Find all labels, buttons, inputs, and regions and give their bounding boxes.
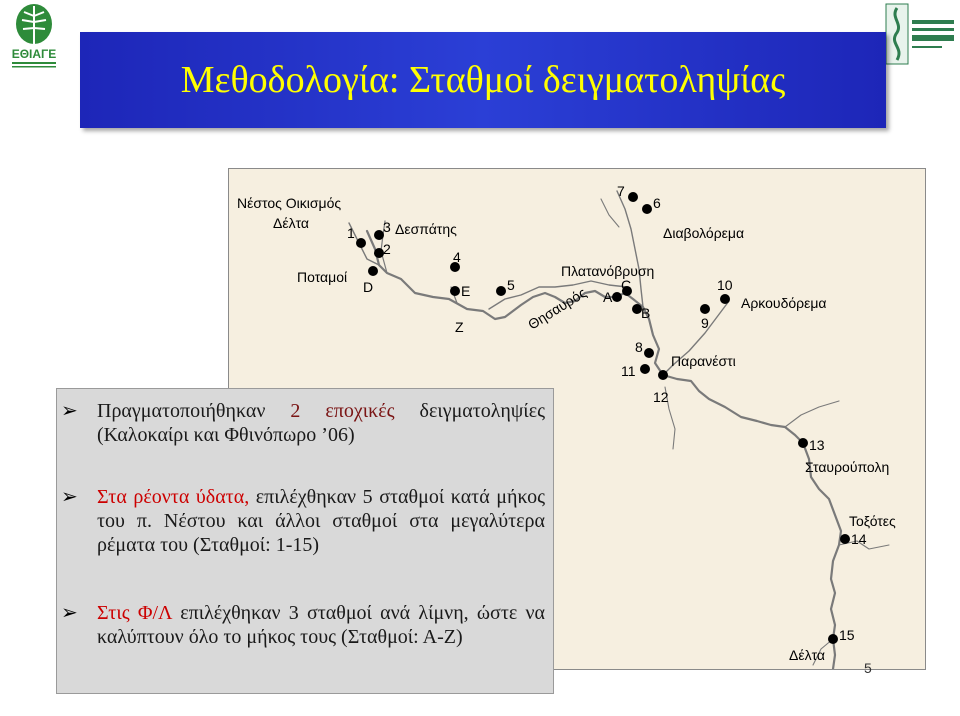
place-thisavros: Θησαυρός (525, 284, 590, 333)
bullet-1-part-1: Πραγματοποιήθηκαν (97, 400, 266, 422)
place-stavroupoli: Σταυρούπολη (805, 459, 890, 475)
station-label-13: 13 (809, 437, 825, 453)
bullet-2-highlight: Στα ρέοντα ύδατα, (97, 486, 250, 508)
station-marker-6 (642, 204, 652, 214)
ethiage-logo (6, 2, 62, 70)
page-number: 5 (864, 660, 872, 676)
station-marker-d (368, 266, 378, 276)
station-marker-14 (840, 534, 850, 544)
title-bar (80, 32, 886, 128)
station-label-9: 9 (701, 315, 709, 331)
station-label-7: 7 (617, 183, 625, 199)
place-delta-bottom: Δέλτα (789, 647, 826, 663)
bullet-1-highlight: 2 εποχικές (290, 400, 395, 422)
place-paranesti: Παρανέστι (671, 353, 736, 369)
bullet-1-part-2: δειγματοληψίες (Καλοκαίρι και Φθινόπωρο ’06) (97, 400, 546, 446)
station-label-8: 8 (635, 339, 643, 355)
station-label-14: 14 (851, 531, 867, 547)
bullet-arrow-icon: ➢ (61, 602, 78, 624)
bullet-arrow-icon: ➢ (61, 486, 78, 508)
station-label-5: 5 (507, 277, 515, 293)
place-platanovrysi: Πλατανόβρυση (561, 263, 655, 279)
bullet-text-2 (97, 485, 545, 557)
station-marker-e (450, 286, 460, 296)
station-marker-12 (658, 370, 668, 380)
bullet-text-1 (97, 399, 545, 447)
station-marker-11 (640, 364, 650, 374)
bullet-arrow-icon: ➢ (61, 400, 78, 422)
bullet-text-3 (97, 601, 545, 649)
bullet-3-highlight: Στις Φ/Λ (97, 602, 172, 624)
station-marker-13 (798, 438, 808, 448)
bullet-2-part-1: επιλέχθηκαν 5 σταθμοί κατά μήκος του π. Νέστου και άλλοι σταθμοί στα μεγαλύτερα ρέματα του (Σταθμοί: 1-15) (97, 486, 545, 556)
nestos-logo-icon (884, 2, 956, 68)
station-label-6: 6 (653, 195, 661, 211)
station-marker-a (612, 292, 622, 302)
station-marker-10 (720, 294, 730, 304)
minor-tributary-1 (601, 199, 619, 227)
stavroupoli-tributary (785, 401, 839, 427)
station-label-a: A (603, 289, 613, 305)
place-diavolorema: Διαβολόρεμα (663, 225, 745, 241)
place-toxotes: Τοξότες (849, 513, 896, 529)
station-label-b: B (641, 305, 651, 321)
station-label-11: 11 (621, 363, 636, 379)
leaf-icon (6, 2, 62, 70)
place-potamoi: Ποταμοί (297, 269, 348, 285)
station-marker-5 (496, 286, 506, 296)
bullet-3-part-1: επιλέχθηκαν 3 σταθμοί ανά λίμνη, ώστε να καλύπτουν όλο το μήκος τους (Σταθμοί: Α-Ζ) (97, 602, 546, 648)
station-label-4: 4 (453, 249, 461, 265)
station-label-2: 2 (383, 241, 391, 257)
station-marker-7 (628, 192, 638, 202)
svg-text:ΕΘΙΑΓΕ: ΕΘΙΑΓΕ (11, 47, 57, 61)
station-label-z: Z (455, 319, 464, 335)
station-marker-15 (828, 634, 838, 644)
nestos-logo (884, 2, 956, 68)
station-label-15: 15 (839, 627, 855, 643)
station-label-d: D (363, 279, 374, 295)
page-title: Μεθοδολογία: Σταθμοί δειγματοληψίας (180, 59, 786, 101)
place-despatis: Δεσπάτης (395, 221, 457, 237)
station-marker-1 (356, 238, 366, 248)
methodology-text-box (56, 388, 554, 694)
station-marker-9 (700, 304, 710, 314)
station-label-1: 1 (347, 225, 355, 241)
station-label-12: 12 (653, 389, 669, 405)
station-label-c: C (621, 277, 632, 293)
station-label-e: E (461, 283, 471, 299)
station-marker-8 (644, 348, 654, 358)
place-delta-top: Δέλτα (273, 215, 310, 231)
place-nestos-oikismos: Νέστος Οικισμός (237, 195, 342, 211)
place-arkoudorema: Αρκουδόρεμα (741, 295, 827, 311)
station-label-3: 3 (383, 219, 391, 235)
station-label-10: 10 (717, 277, 733, 293)
